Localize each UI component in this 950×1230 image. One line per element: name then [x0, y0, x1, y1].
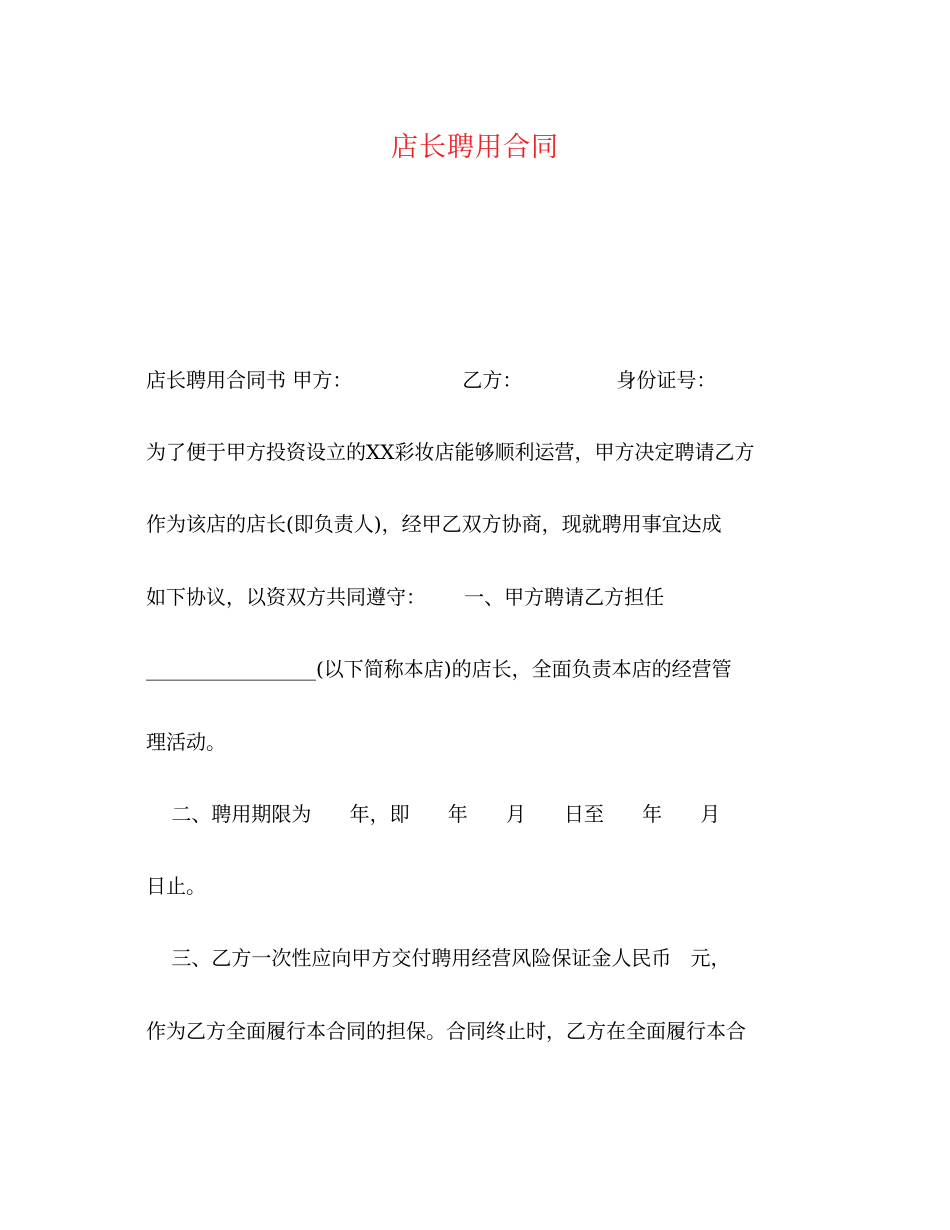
body-line: 作为乙方全面履行本合同的担保。合同终止时，乙方在全面履行本合: [146, 1019, 746, 1043]
document-title: 店长聘用合同: [391, 132, 559, 163]
body-line: 为了便于甲方投资设立的XX彩妆店能够顺利运营，甲方决定聘请乙方: [146, 440, 755, 464]
id-number-label: 身份证号：: [616, 368, 717, 392]
body-line: 日止。: [146, 874, 206, 898]
doc-name: 店长聘用合同书: [146, 368, 286, 392]
party-a-label: 甲方：: [292, 368, 353, 392]
body-line: 三、乙方一次性应向甲方交付聘用经营风险保证金人民币 元，: [146, 946, 731, 970]
body-line: 理活动。: [146, 730, 226, 754]
party-b-label: 乙方：: [462, 368, 523, 392]
header-line: [146, 365, 716, 395]
body-line: 二、聘用期限为 年，即 年 月 日至 年 月: [146, 802, 721, 826]
body-line: 如下协议，以资双方共同遵守： 一、甲方聘请乙方担任: [146, 585, 665, 609]
body-line: _________________(以下简称本店)的店长，全面负责本店的经营管: [146, 657, 732, 681]
body-line: 作为该店的店长(即负责人)，经甲乙双方协商，现就聘用事宜达成: [146, 512, 722, 536]
